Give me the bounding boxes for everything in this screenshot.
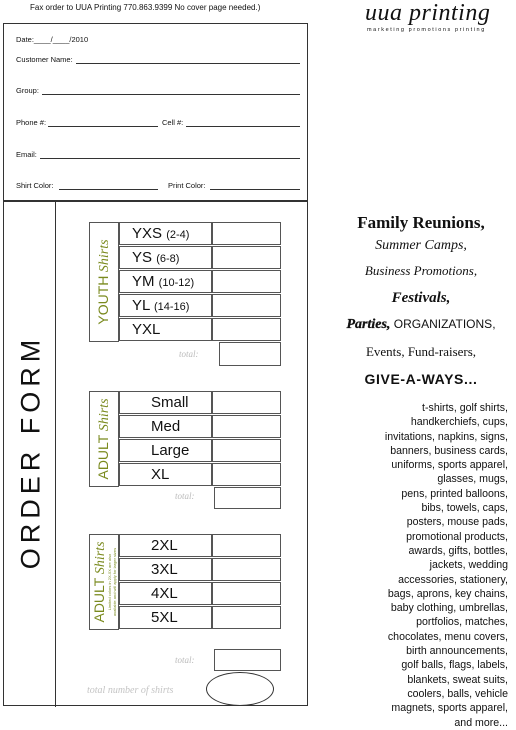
size-label-2xl: 2XL: [151, 537, 178, 554]
product-line: handkerchiefs, cups,: [410, 416, 508, 429]
divider-line: [55, 202, 56, 707]
qty-box-yxl[interactable]: [212, 318, 281, 341]
promo-line-1: Family Reunions,: [357, 213, 485, 232]
shirt-color-field[interactable]: [59, 189, 158, 190]
promo-line-2: Summer Camps,: [375, 238, 467, 253]
product-line: baby clothing, umbrellas,: [390, 602, 508, 615]
product-line: coolers, balls, vehicle: [407, 687, 508, 700]
adult-plus-total-label: total:: [175, 655, 195, 665]
qty-box-2xl[interactable]: [212, 534, 281, 557]
product-line: awards, gifts, bottles,: [408, 544, 508, 557]
qty-box-3xl[interactable]: [212, 558, 281, 581]
size-label-xl: XL: [151, 466, 170, 483]
group-field[interactable]: [42, 94, 300, 95]
customer-name-label: Customer Name:: [16, 55, 73, 64]
date-label: Date:____/____/2010: [16, 35, 89, 44]
print-color-label: Print Color:: [168, 181, 206, 190]
product-line: banners, business cards,: [390, 444, 508, 457]
product-line: jackets, wedding: [429, 559, 508, 572]
qty-box-large[interactable]: [212, 439, 281, 462]
shirt-color-label: Shirt Color:: [16, 181, 54, 190]
product-line: blankets, sweat suits,: [407, 673, 508, 686]
qty-box-small[interactable]: [212, 391, 281, 414]
product-line: t-shirts, golf shirts,: [422, 402, 508, 414]
grand-total-oval[interactable]: [206, 672, 274, 706]
logo-text: uua printing: [365, 0, 491, 26]
qty-box-ym[interactable]: [212, 270, 281, 293]
product-line: pens, printed balloons,: [401, 487, 508, 500]
logo-tagline: marketing promotions printing: [367, 27, 486, 33]
qty-box-5xl[interactable]: [212, 606, 281, 629]
product-line: glasses, mugs,: [437, 473, 508, 486]
customer-name-field[interactable]: [76, 63, 300, 64]
customer-info-section: [3, 23, 308, 201]
product-line: portfolios, matches,: [416, 616, 508, 629]
adult-total-box[interactable]: [214, 487, 281, 509]
size-label-large: Large: [151, 442, 190, 459]
youth-shirts-section: [89, 222, 281, 372]
fax-instructions: Fax order to UUA Printing 770.863.9399 No cover page needed.): [30, 3, 261, 12]
product-line: bibs, towels, caps,: [421, 502, 508, 515]
order-form-title: ORDER FORM: [15, 334, 46, 570]
size-label-3xl: 3XL: [151, 561, 178, 578]
size-label-ys: YS (6-8): [132, 249, 180, 266]
qty-box-xl[interactable]: [212, 463, 281, 486]
promo-line-7: GIVE-A-WAYS...: [364, 371, 478, 387]
order-form-section: [3, 201, 308, 706]
youth-total-label: total:: [179, 349, 199, 359]
adult-plus-shirts-label: ADULT Shirts: [91, 541, 108, 623]
print-color-field[interactable]: [210, 189, 300, 190]
size-label-ym: YM (10-12): [132, 273, 195, 290]
product-line: uniforms, sports apparel,: [391, 459, 508, 472]
qty-box-yl[interactable]: [212, 294, 281, 317]
size-label-med: Med: [151, 418, 181, 435]
group-label: Group:: [16, 86, 39, 95]
promo-line-3: Business Promotions,: [364, 263, 478, 278]
product-line: chocolates, menu covers,: [387, 630, 508, 643]
qty-box-ys[interactable]: [212, 246, 281, 269]
product-line: golf balls, flags, labels,: [401, 659, 508, 672]
product-line: accessories, stationery,: [398, 573, 508, 586]
cell-label: Cell #:: [162, 118, 184, 127]
large-size-note: Limited colors in 2X-5X are also available and will apply for larger sizes: [107, 547, 117, 617]
size-label-4xl: 4XL: [151, 585, 178, 602]
size-label-small: Small: [151, 394, 189, 411]
product-line: birth announcements,: [406, 645, 508, 658]
grand-total-label: total number of shirts: [87, 685, 174, 696]
phone-label: Phone #:: [16, 118, 47, 127]
size-label-5xl: 5XL: [151, 609, 178, 626]
product-line: invitations, napkins, signs,: [384, 430, 508, 443]
size-label-yl: YL (14-16): [132, 297, 190, 314]
email-field[interactable]: [40, 158, 300, 159]
adult-shirts-section: [89, 391, 281, 511]
product-line: posters, mouse pads,: [406, 516, 508, 529]
adult-plus-shirts-section: [89, 534, 281, 674]
qty-box-med[interactable]: [212, 415, 281, 438]
promo-line-6: Events, Fund-raisers,: [365, 344, 477, 359]
email-label: Email:: [16, 150, 37, 159]
size-label-yxs: YXS (2-4): [132, 225, 190, 242]
adult-total-label: total:: [175, 491, 195, 501]
products-list: [308, 401, 508, 730]
qty-box-4xl[interactable]: [212, 582, 281, 605]
promo-line-5: Parties, ORGANIZATIONS,: [346, 317, 496, 332]
product-line: and more...: [454, 716, 508, 729]
promo-line-4: Festivals,: [391, 290, 451, 306]
adult-shirts-label: ADULT Shirts: [95, 398, 112, 480]
phone-field[interactable]: [48, 126, 158, 127]
adult-plus-total-box[interactable]: [214, 649, 281, 671]
product-line: magnets, sports apparel,: [391, 702, 508, 715]
qty-box-yxs[interactable]: [212, 222, 281, 245]
product-line: promotional products,: [406, 530, 508, 543]
product-line: bags, aprons, key chains,: [387, 587, 508, 600]
youth-shirts-label: YOUTH Shirts: [95, 239, 112, 325]
youth-total-box[interactable]: [219, 342, 281, 366]
company-logo: [355, 0, 515, 34]
size-label-yxl: YXL: [132, 321, 161, 338]
cell-field[interactable]: [186, 126, 300, 127]
